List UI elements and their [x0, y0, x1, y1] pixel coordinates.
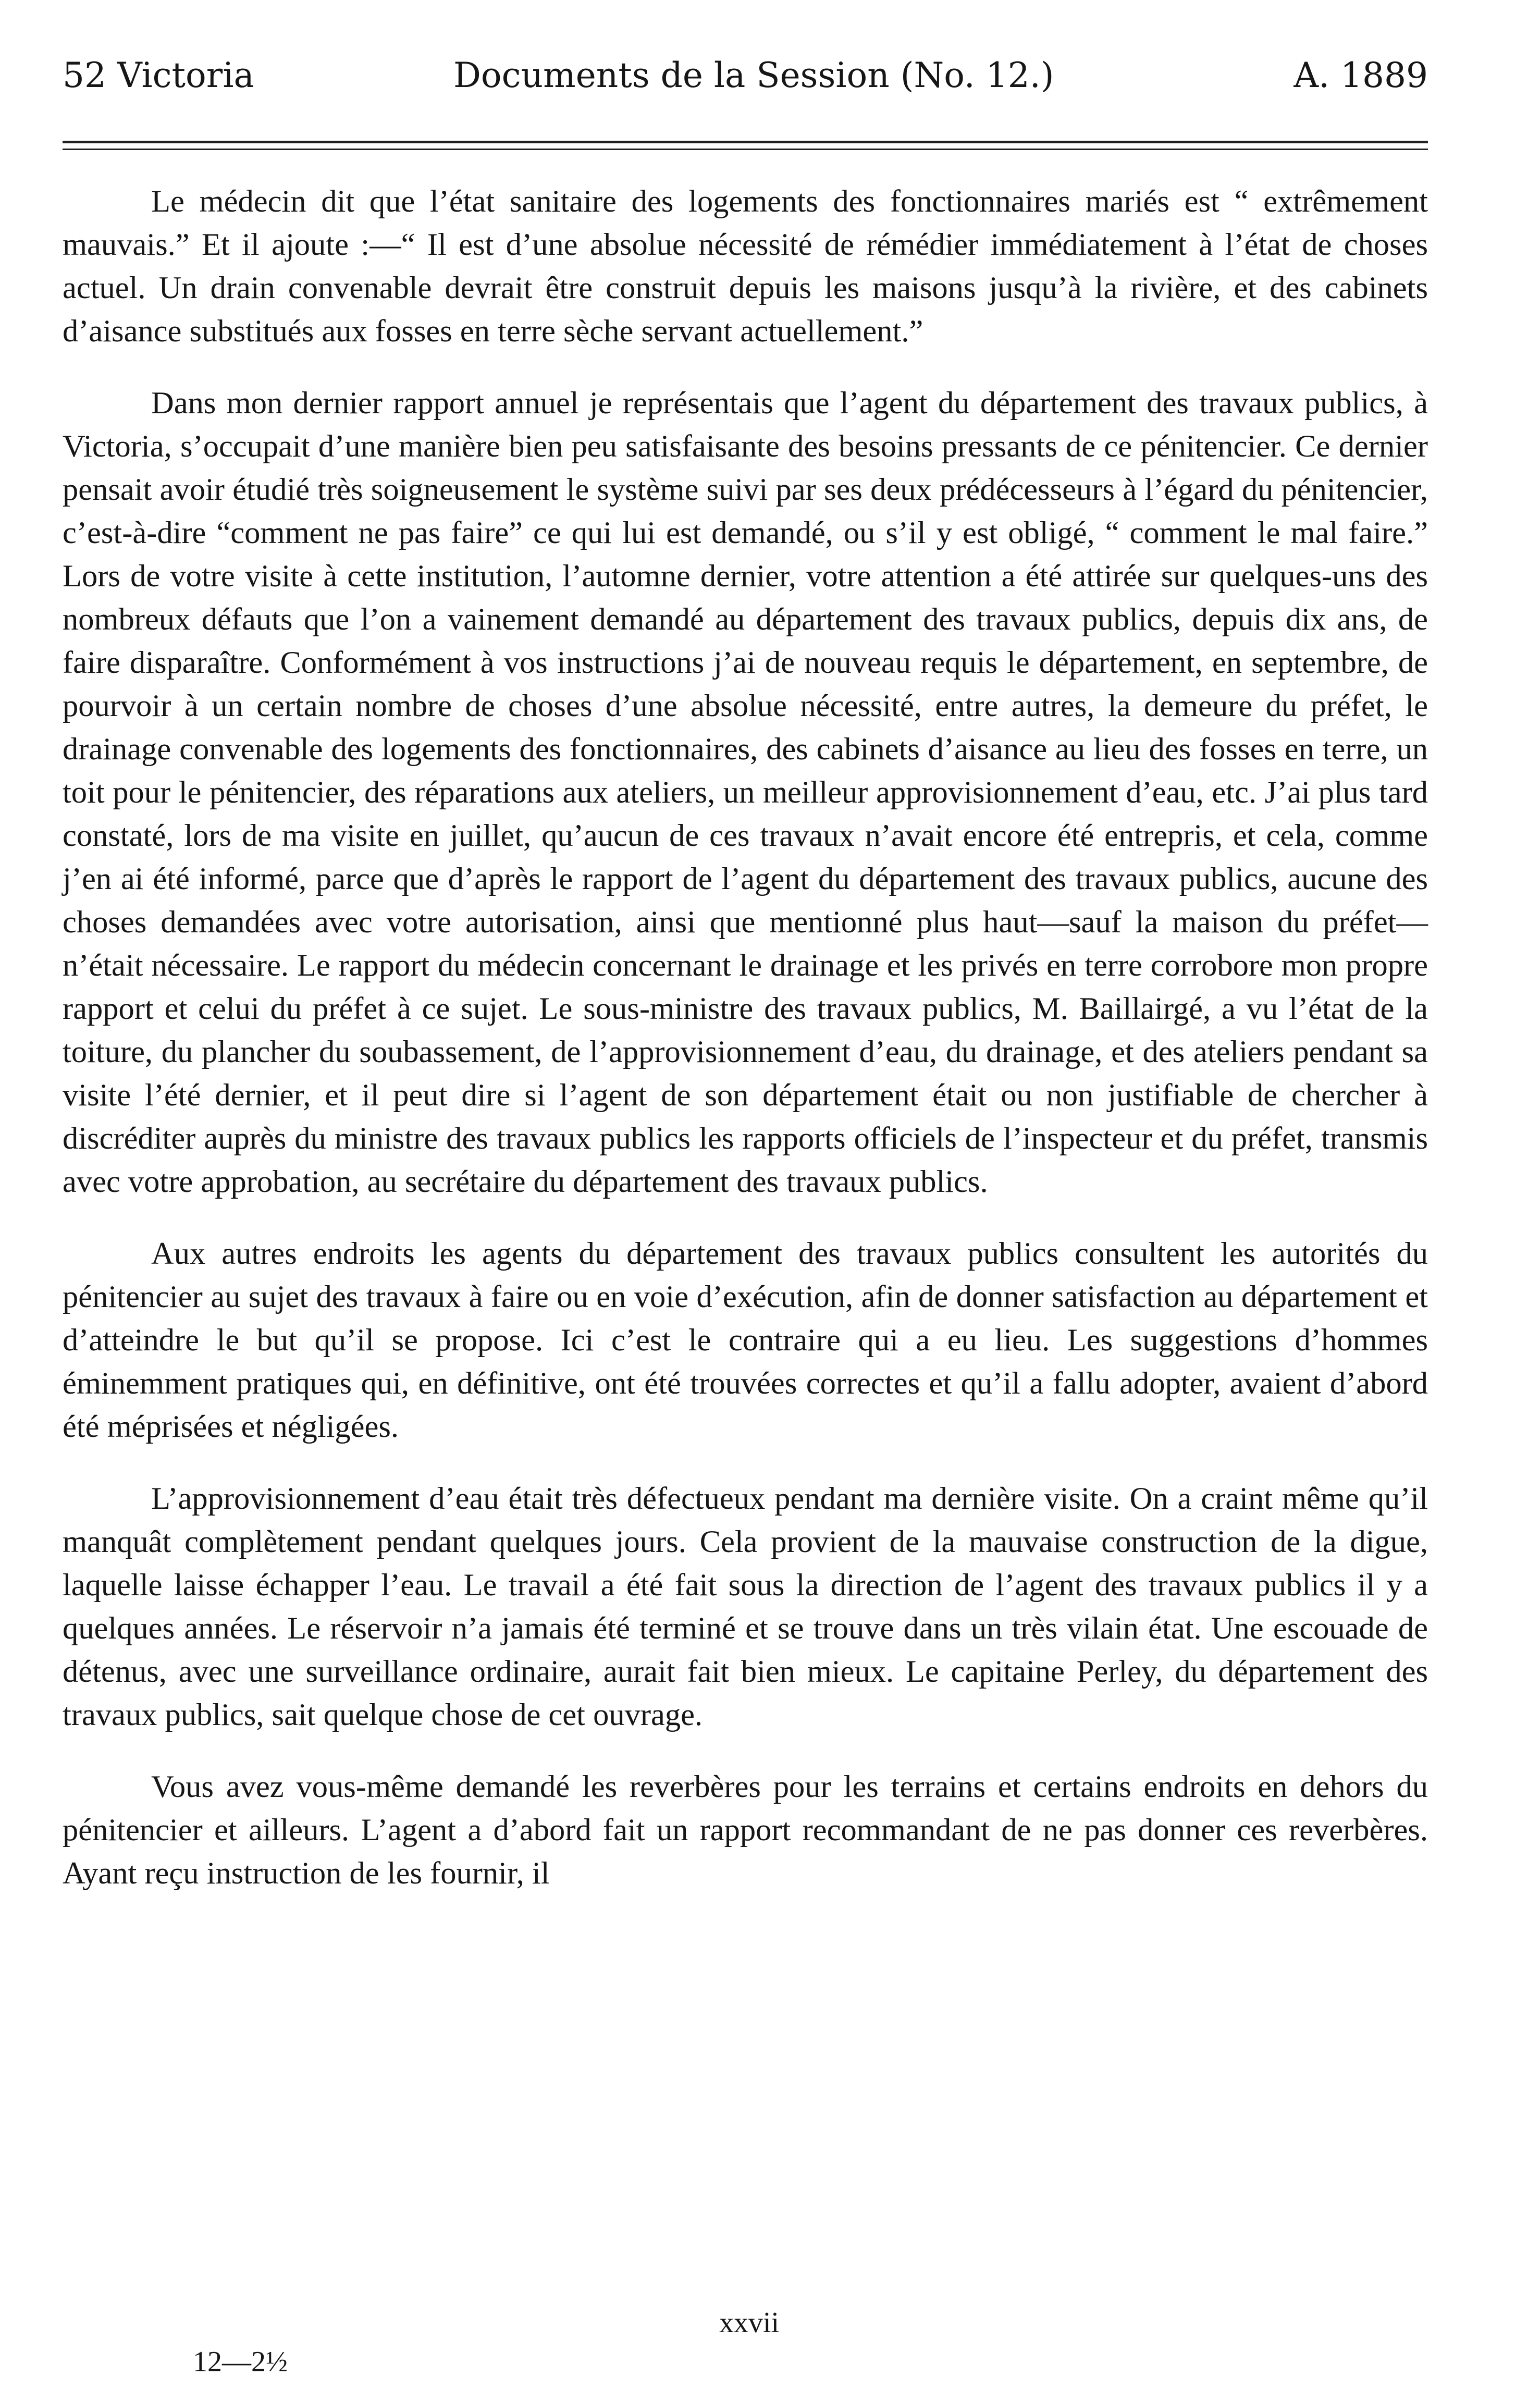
paragraph: Vous avez vous-même demandé les reverbères pour les terrains et certains endroits en dehors du pénitencier et ailleurs. L’agent a d’abord fait un rapport recommandant de ne pas donner ces reverbères. Ayant reçu instruction de les fournir, il	[63, 1769, 1428, 1891]
header-rule-top	[63, 141, 1428, 143]
body-text	[63, 180, 1428, 1924]
running-header	[63, 52, 1428, 99]
signature-mark: 12—2½	[193, 2346, 288, 2378]
header-left: 52 Victoria	[63, 55, 254, 95]
page-number: xxvii	[719, 2307, 780, 2339]
header-right: A. 1889	[1293, 55, 1428, 95]
paragraph: Aux autres endroits les agents du département des travaux publics consultent les autorités du pénitencier au sujet des travaux à faire ou en voie d’exécution, afin de donner satisfaction au département et d’atteindre le but qu’il se propose. Ici c’est le contraire qui a eu lieu. Les suggestions d’hommes éminemment pratiques qui, en définitive, ont été trouvées correctes et qu’il a fallu adopter, avaient d’abord été méprisées et négligées.	[63, 1236, 1428, 1444]
paragraph: Dans mon dernier rapport annuel je représentais que l’agent du département des travaux publics, à Victoria, s’occupait d’une manière bien peu satisfaisante des besoins pressants de ce pénitencier. Ce dernier pensait avoir étudié très soigneusement le système suivi par ses deux prédécesseurs à l’égard du pénitencier, c’est-à-dire “comment ne pas faire” ce qui lui est demandé, ou s’il y est obligé, “ comment le mal faire.” Lors de votre visite à cette institution, l’automne dernier, votre attention a été attirée sur quelques-uns des nombreux défauts que l’on a vainement demandé au département des travaux publics, depuis dix ans, de faire disparaître. Conformément à vos instructions j’ai de nouveau requis le département, en septembre, de pourvoir à un certain nombre de choses d’une absolue nécessité, entre autres, la demeure du préfet, le drainage convenable des logements des fonctionnaires, des cabinets d’aisance au lieu des fosses en terre, un toit pour le pénitencier, des réparations aux ateliers, un meilleur approvisionnement d’eau, etc. J’ai plus tard constaté, lors de ma visite en juillet, qu’aucun de ces travaux n’avait encore été entrepris, et cela, comme j’en ai été informé, parce que d’après le rapport de l’agent du département des travaux publics, aucune des choses demandées avec votre autorisation, ainsi que mentionné plus haut—sauf la maison du préfet—n’était nécessaire. Le rapport du médecin concernant le drainage et les privés en terre corrobore mon propre rapport et celui du préfet à ce sujet. Le sous-ministre des travaux publics, M. Baillairgé, a vu l’état de la toiture, du plancher du soubassement, de l’approvisionnement d’eau, du drainage, et des ateliers pendant sa visite l’été dernier, et il peut dire si l’agent de son département était ou non justifiable de chercher à discréditer auprès du ministre des travaux publics les rapports officiels de l’inspecteur et du préfet, transmis avec votre approbation, au secrétaire du département des travaux publics.	[63, 386, 1428, 1199]
header-rule-bottom	[63, 149, 1428, 150]
paragraph: Le médecin dit que l’état sanitaire des logements des fonctionnaires mariés est “ extrêmement mauvais.” Et il ajoute :—“ Il est d’une absolue nécessité de rémédier immédiatement à l’état de choses actuel. Un drain convenable devrait être construit depuis les maisons jusqu’à la rivière, et des cabinets d’aisance substitués aux fosses en terre sèche servant actuellement.”	[63, 184, 1428, 349]
paragraph: L’approvisionnement d’eau était très défectueux pendant ma dernière visite. On a craint même qu’il manquât complètement pendant quelques jours. Cela provient de la mauvaise construction de la digue, laquelle laisse échapper l’eau. Le travail a été fait sous la direction de l’agent des travaux publics il y a quelques années. Le réservoir n’a jamais été terminé et se trouve dans un très vilain état. Une escouade de détenus, avec une surveillance ordinaire, aurait fait bien mieux. Le capitaine Perley, du département des travaux publics, sait quelque chose de cet ouvrage.	[63, 1481, 1428, 1732]
header-title: Documents de la Session (No. 12.)	[453, 55, 1054, 95]
